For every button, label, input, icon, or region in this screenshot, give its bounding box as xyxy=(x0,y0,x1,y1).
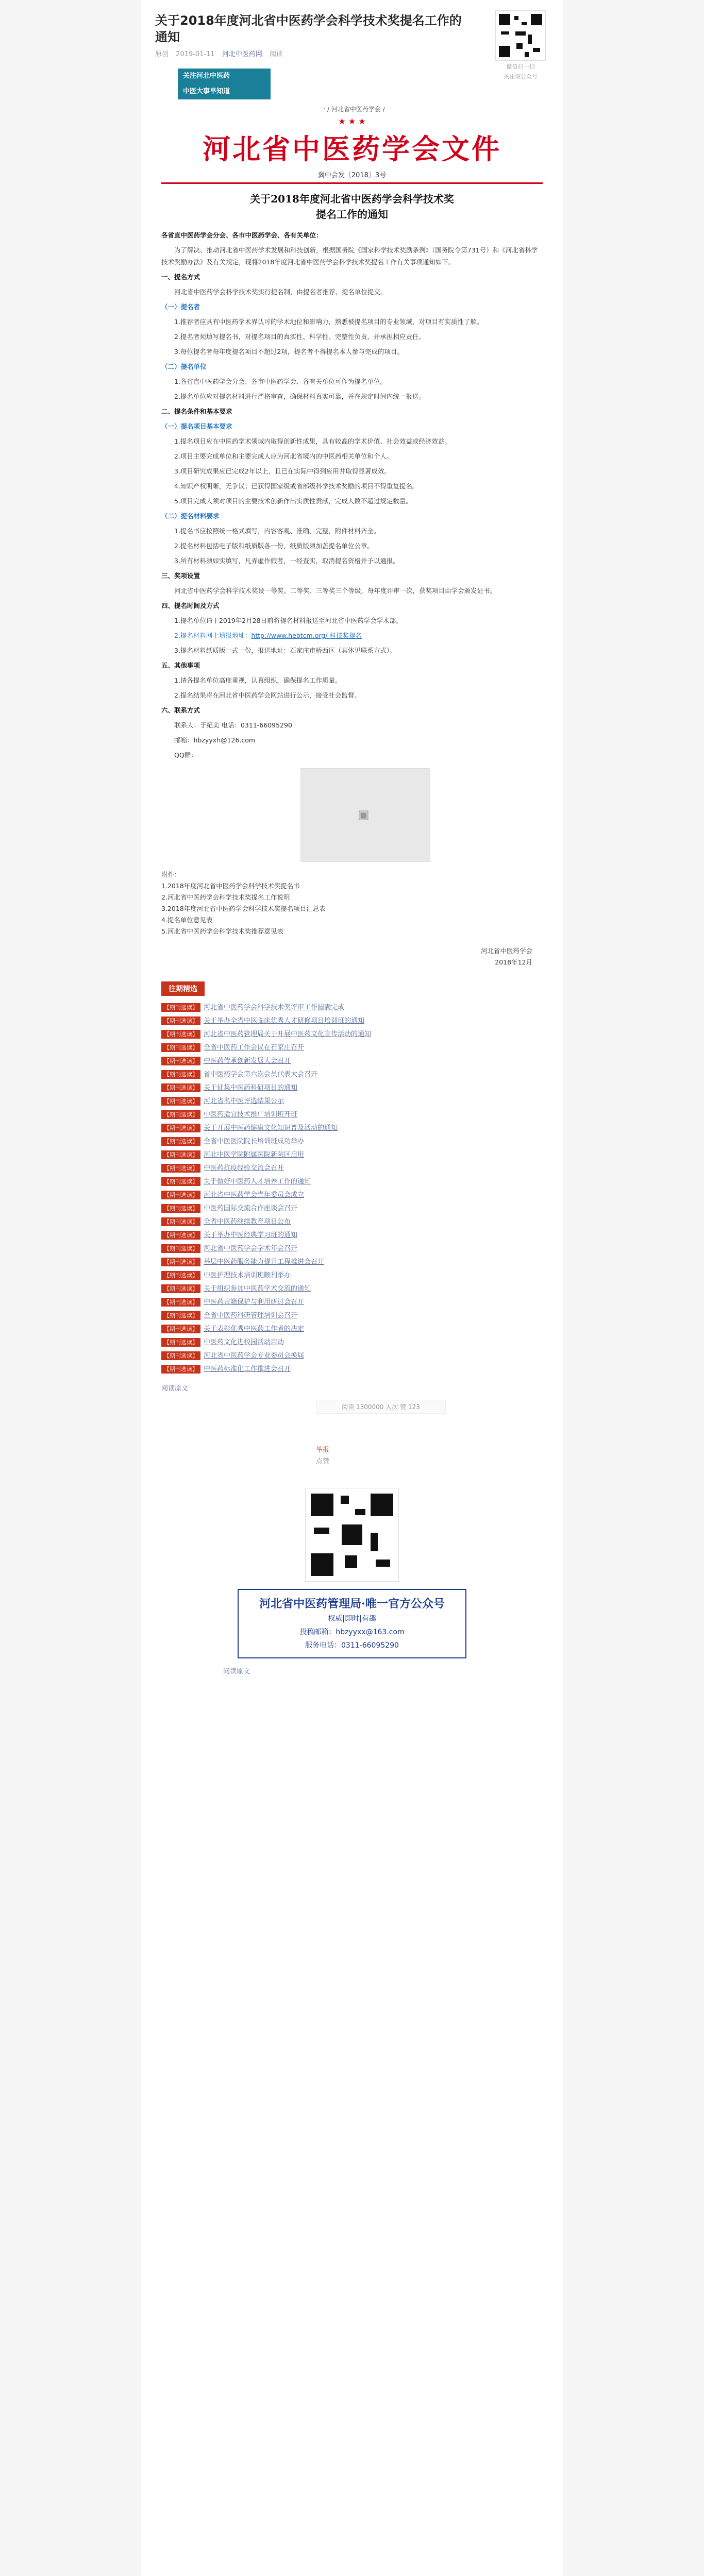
qr-panel xyxy=(492,10,549,80)
qr-caption-2: 关注该公众号 xyxy=(504,73,538,80)
related-link-text[interactable]: 关于征集中医药科研项目的通知 xyxy=(204,1084,298,1092)
related-tag: 【期刊选读】 xyxy=(161,1057,200,1065)
section-heading: 二、提名条件和基本要求 xyxy=(161,408,232,415)
follow-banner[interactable] xyxy=(178,69,271,99)
related-link-text[interactable]: 关于做好中医药人才培养工作的通知 xyxy=(204,1178,311,1185)
related-link-item[interactable] xyxy=(161,1122,543,1134)
paragraph: 5.项目完成人须对项目的主要技术创新作出实质性贡献，完成人数不超过规定数量。 xyxy=(174,497,412,505)
paragraph: 2.提名材料包括电子版和纸质版各一份，纸质版须加盖提名单位公章。 xyxy=(174,542,374,550)
related-tag: 【期刊选读】 xyxy=(161,1083,200,1092)
doc-head-title: 河北省中医药学会文件 xyxy=(203,132,501,165)
related-link-item[interactable] xyxy=(161,1055,543,1067)
paragraph: 1.提名书应按照统一格式填写，内容客观、准确、完整，附件材料齐全。 xyxy=(174,527,380,535)
related-link-item[interactable] xyxy=(161,1014,543,1027)
related-link-item[interactable] xyxy=(161,1162,543,1175)
follow-line-1: 关注河北中医药 xyxy=(178,69,271,84)
related-tag: 【期刊选读】 xyxy=(161,1284,200,1293)
related-tag: 【期刊选读】 xyxy=(161,1003,200,1012)
account-link[interactable]: 河北中医药网 xyxy=(222,50,262,58)
attachment-item: 1.2018年度河北省中医药学会科学技术奖提名书 xyxy=(161,882,300,890)
publish-date: 2019-01-11 xyxy=(176,50,215,58)
doc-title-line-1: 关于2018年度河北省中医药学会科学技术奖 xyxy=(250,193,454,205)
contact-line: 邮箱：hbzyyxh@126.com xyxy=(174,736,256,744)
related-link-item[interactable] xyxy=(161,1189,543,1201)
related-tag: 【期刊选读】 xyxy=(161,1070,200,1079)
doc-number: 冀中会发〔2018〕3号 xyxy=(317,172,387,179)
signature-block xyxy=(161,945,532,968)
intro-paragraph: 为了解决、推动河北省中医药学术发展和科技创新，根据国务院《国家科学技术奖励条例》（国务院令第731号）和《河北省科学技术奖励办法》及有关规定，现将2018年度河北省中医药学会科学技术奖提名工作有关事项通知如下。 xyxy=(161,246,538,266)
related-link-text[interactable]: 全省中医药科研管理培训会召开 xyxy=(204,1312,298,1319)
related-link-text[interactable]: 中医药古籍保护与利用研讨会召开 xyxy=(204,1298,305,1306)
paragraph: 3.每位提名者每年度提名项目不超过2项，提名者不得提名本人参与完成的项目。 xyxy=(174,348,404,355)
paragraph xyxy=(161,630,543,641)
paragraph: 3.项目研究成果应已完成2年以上，且已在实际中得到应用并取得显著成效。 xyxy=(174,467,391,475)
follow-line-2: 中医大事早知道 xyxy=(178,84,271,99)
paragraph: 河北省中医药学会科学技术奖设一等奖、二等奖、三等奖三个等级，每年度评审一次，获奖项目由学会颁发证书。 xyxy=(174,587,497,595)
card-subtitle: 权威|即时|有趣 xyxy=(328,1615,376,1623)
attachment-item: 5.河北省中医药学会科学技术奖推荐意见表 xyxy=(161,927,283,935)
related-link-item[interactable] xyxy=(161,1349,543,1362)
attachments xyxy=(161,869,543,937)
submission-url-link[interactable]: http://www.hebtcm.org/ 科技奖提名 xyxy=(251,632,362,639)
sub-heading: （二）提名单位 xyxy=(161,363,207,370)
paragraph: 4.知识产权明晰，无争议；已获得国家级或省部级科学技术奖励的项目不得重复提名。 xyxy=(174,482,419,490)
related-tag: 【期刊选读】 xyxy=(161,1217,200,1226)
related-link-text[interactable]: 全省中医药工作会议在石家庄召开 xyxy=(204,1044,305,1052)
related-link-item[interactable] xyxy=(161,1309,543,1322)
paragraph: 2.提名者须填写提名书，对提名项目的真实性、科学性、完整性负责，并承担相应责任。 xyxy=(174,333,425,341)
related-tag: 【期刊选读】 xyxy=(161,1298,200,1307)
sub-heading: （一）提名者 xyxy=(161,303,200,311)
contact-line: 联系人：于纪美 电话：0311-66095290 xyxy=(174,721,292,729)
related-link-item[interactable] xyxy=(161,1041,543,1054)
related-link-item[interactable] xyxy=(161,1095,543,1108)
related-link-item[interactable] xyxy=(161,1215,543,1228)
attachments-title: 附件： xyxy=(161,871,181,878)
star-icon: ★ ★ ★ xyxy=(338,116,366,126)
official-account-card xyxy=(238,1589,466,1658)
related-tag: 【期刊选读】 xyxy=(161,1271,200,1280)
action-row xyxy=(316,1445,543,1467)
related-link-text[interactable]: 中医药文化进校园活动启动 xyxy=(204,1338,284,1346)
image-icon: ▣ xyxy=(358,807,370,822)
related-link-item[interactable] xyxy=(161,1001,543,1014)
related-link-text[interactable]: 河北省中医药学会科学技术奖评审工作圆满完成 xyxy=(204,1004,345,1011)
related-link-text[interactable]: 关于表彰优秀中医药工作者的决定 xyxy=(204,1325,305,1333)
related-link-text[interactable]: 中医护理技术培训班顺利举办 xyxy=(204,1272,291,1279)
related-link-item[interactable] xyxy=(161,1081,543,1094)
views-label: 阅读 xyxy=(270,50,283,58)
qr-code-icon xyxy=(495,10,546,61)
attachment-item: 3.2018年度河北省中医药学会科学技术奖提名项目汇总表 xyxy=(161,905,326,912)
related-tag: 【期刊选读】 xyxy=(161,1191,200,1199)
related-tag: 【期刊选读】 xyxy=(161,1097,200,1106)
related-link-text[interactable]: 关于组织参加中医药学术交流的通知 xyxy=(204,1285,311,1293)
paragraph: 2.提名结果将在河北省中医药学会网站进行公示，接受社会监督。 xyxy=(174,691,361,699)
related-link-text[interactable]: 河北省中医药学会学术年会召开 xyxy=(204,1245,298,1252)
related-link-item[interactable] xyxy=(161,1028,543,1041)
related-link-text[interactable]: 河北中医学院附属医院新院区启用 xyxy=(204,1151,305,1159)
related-link-text[interactable]: 中医药国际交流合作座谈会召开 xyxy=(204,1205,298,1212)
paragraph: 2.项目主要完成单位和主要完成人应为河北省境内的中医药相关单位和个人。 xyxy=(174,452,393,460)
related-link-item[interactable] xyxy=(161,1323,543,1335)
related-link-item[interactable] xyxy=(161,1256,543,1268)
article-meta xyxy=(155,48,549,58)
related-link-text[interactable]: 全省中医医院院长培训班成功举办 xyxy=(204,1138,305,1145)
read-original-link[interactable]: 阅读原文 xyxy=(161,1385,189,1393)
related-tag: 【期刊选读】 xyxy=(161,1110,200,1119)
document-body xyxy=(161,229,543,761)
related-link-text[interactable]: 中医药传承创新发展大会召开 xyxy=(204,1057,291,1065)
related-link-item[interactable] xyxy=(161,1336,543,1349)
related-link-text[interactable]: 河北省中医药管理局关于开展中医药文化宣传活动的通知 xyxy=(204,1030,372,1038)
paragraph: 3.提名材料纸质版一式一份，报送地址：石家庄市桥西区（具体见联系方式）。 xyxy=(174,647,396,654)
original-mark: 原创 xyxy=(155,50,169,58)
read-stats: 阅读 1300000 人次 赞 123 xyxy=(316,1400,446,1414)
related-link-text[interactable]: 河北省中医药学会专业委员会换届 xyxy=(204,1352,305,1360)
related-tag: 【期刊选读】 xyxy=(161,1204,200,1213)
doc-title-line-2: 提名工作的通知 xyxy=(316,208,388,221)
official-qr-code-icon xyxy=(305,1488,399,1582)
article-content xyxy=(141,229,563,1675)
paragraph: 3.所有材料须如实填写，凡弄虚作假者，一经查实，取消提名资格并予以通报。 xyxy=(174,557,399,565)
related-link-text[interactable]: 河北省名中医评选结果公示 xyxy=(204,1097,284,1105)
related-link-item[interactable] xyxy=(161,1282,543,1295)
related-link-item[interactable] xyxy=(161,1202,543,1215)
related-link-item[interactable] xyxy=(161,1363,543,1376)
related-tag: 【期刊选读】 xyxy=(161,1030,200,1039)
report-button[interactable]: 举报 xyxy=(316,1446,330,1454)
red-divider xyxy=(161,182,543,184)
related-link-item[interactable] xyxy=(161,1108,543,1121)
related-link-text[interactable]: 中医药抗疫经验交流会召开 xyxy=(204,1164,284,1172)
related-tag: 【期刊选读】 xyxy=(161,1258,200,1266)
paragraph: 河北省中医药学会科学技术奖实行提名制，由提名者推荐、提名单位提交。 xyxy=(174,288,387,296)
paragraph: 1.提名项目应在中医药学术领域内取得创新性成果，具有较高的学术价值、社会效益或经济效益。 xyxy=(174,437,451,445)
section-heading: 一、提名方式 xyxy=(161,273,200,281)
related-tag: 【期刊选读】 xyxy=(161,1043,200,1052)
official-document-header xyxy=(161,105,543,222)
salutation: 各省直中医药学会分会、各市中医药学会、各有关单位： xyxy=(161,231,323,239)
related-links-list xyxy=(161,1001,543,1376)
doc-top-note: 一 / 河北省中医药学会 / xyxy=(319,106,385,113)
related-tag: 【期刊选读】 xyxy=(161,1124,200,1132)
related-link-text[interactable]: 中医药标准化工作推进会召开 xyxy=(204,1365,291,1373)
qr-caption-1: 微信扫一扫 xyxy=(506,63,535,70)
related-tag: 【期刊选读】 xyxy=(161,1325,200,1333)
related-tag: 【期刊选读】 xyxy=(161,1365,200,1374)
article-title: 关于2018年度河北省中医药学会科学技术奖提名工作的通知 xyxy=(155,13,462,44)
attachment-item: 4.提名单位意见表 xyxy=(161,916,213,924)
section-heading: 三、奖项设置 xyxy=(161,572,200,580)
related-link-item[interactable] xyxy=(161,1068,543,1081)
card-email: 投稿邮箱：hbzyyxx@163.com xyxy=(299,1628,405,1636)
related-link-text[interactable]: 全省中医药继续教育项目公布 xyxy=(204,1218,291,1226)
like-button[interactable]: 点赞 xyxy=(316,1458,330,1465)
related-link-item[interactable] xyxy=(161,1269,543,1282)
related-link-text[interactable]: 中医药适宜技术推广培训班开班 xyxy=(204,1111,298,1118)
section-heading: 六、联系方式 xyxy=(161,706,200,714)
related-tag: 【期刊选读】 xyxy=(161,1311,200,1320)
related-tag: 【期刊选读】 xyxy=(161,1016,200,1025)
paragraph-text: 2.提名材料网上填报地址： xyxy=(174,632,252,639)
sign-date: 2018年12月 xyxy=(495,958,532,966)
sign-org: 河北省中医药学会 xyxy=(480,947,532,955)
paragraph: 1.提名单位请于2019年2月28日前将提名材料报送至河北省中医药学会学术部。 xyxy=(174,617,403,624)
related-link-item[interactable] xyxy=(161,1175,543,1188)
related-link-text[interactable]: 关于举办全省中医临床优秀人才研修项目培训班的通知 xyxy=(204,1017,365,1025)
related-link-text[interactable]: 基层中医药服务能力提升工程推进会召开 xyxy=(204,1258,325,1266)
related-tag: 【期刊选读】 xyxy=(161,1351,200,1360)
related-link-text[interactable]: 省中医药学会第六次会员代表大会召开 xyxy=(204,1071,318,1078)
related-tag: 【期刊选读】 xyxy=(161,1231,200,1240)
section-heading: 五、其他事项 xyxy=(161,662,200,669)
related-link-item[interactable] xyxy=(161,1229,543,1242)
embedded-image-placeholder[interactable] xyxy=(300,768,430,862)
related-banner: 往期精选 xyxy=(161,981,205,996)
related-tag: 【期刊选读】 xyxy=(161,1164,200,1173)
section-heading: 四、提名时间及方式 xyxy=(161,602,220,609)
related-link-item[interactable] xyxy=(161,1148,543,1161)
sub-heading: （一）提名项目基本要求 xyxy=(161,422,232,430)
related-tag: 【期刊选读】 xyxy=(161,1177,200,1186)
related-tag: 【期刊选读】 xyxy=(161,1244,200,1253)
related-tag: 【期刊选读】 xyxy=(161,1338,200,1347)
article-page xyxy=(141,0,563,2576)
related-link-item[interactable] xyxy=(161,1296,543,1309)
attachment-item: 2.河北省中医药学会科学技术奖提名工作说明 xyxy=(161,893,290,901)
related-link-item[interactable] xyxy=(161,1242,543,1255)
paragraph: 1.各省直中医药学会分会、各市中医药学会、各有关单位可作为提名单位。 xyxy=(174,378,387,385)
related-tag: 【期刊选读】 xyxy=(161,1137,200,1146)
qq-label: QQ群： xyxy=(174,751,197,759)
related-link-text[interactable]: 关于举办中医经典学习班的通知 xyxy=(204,1231,298,1239)
related-link-text[interactable]: 河北省中医药学会青年委员会成立 xyxy=(204,1191,305,1199)
card-phone: 服务电话：0311-66095290 xyxy=(305,1641,399,1650)
source-link[interactable]: 阅读原文 xyxy=(223,1668,250,1675)
card-title: 河北省中医药管理局·唯一官方公众号 xyxy=(259,1597,445,1611)
paragraph: 2.提名单位应对提名材料进行严格审查，确保材料真实可靠，并在规定时间内统一报送。 xyxy=(174,393,425,400)
paragraph: 1.推荐者应具有中医药学术界认可的学术地位和影响力，熟悉被提名项目的专业领域，对项目有实质性了解。 xyxy=(174,318,483,326)
related-link-text[interactable]: 关于开展中医药健康文化知识普及活动的通知 xyxy=(204,1124,338,1132)
related-tag: 【期刊选读】 xyxy=(161,1150,200,1159)
related-link-item[interactable] xyxy=(161,1135,543,1148)
paragraph: 1.请各提名单位高度重视，认真组织，确保提名工作质量。 xyxy=(174,676,342,684)
sub-heading: （二）提名材料要求 xyxy=(161,512,220,520)
